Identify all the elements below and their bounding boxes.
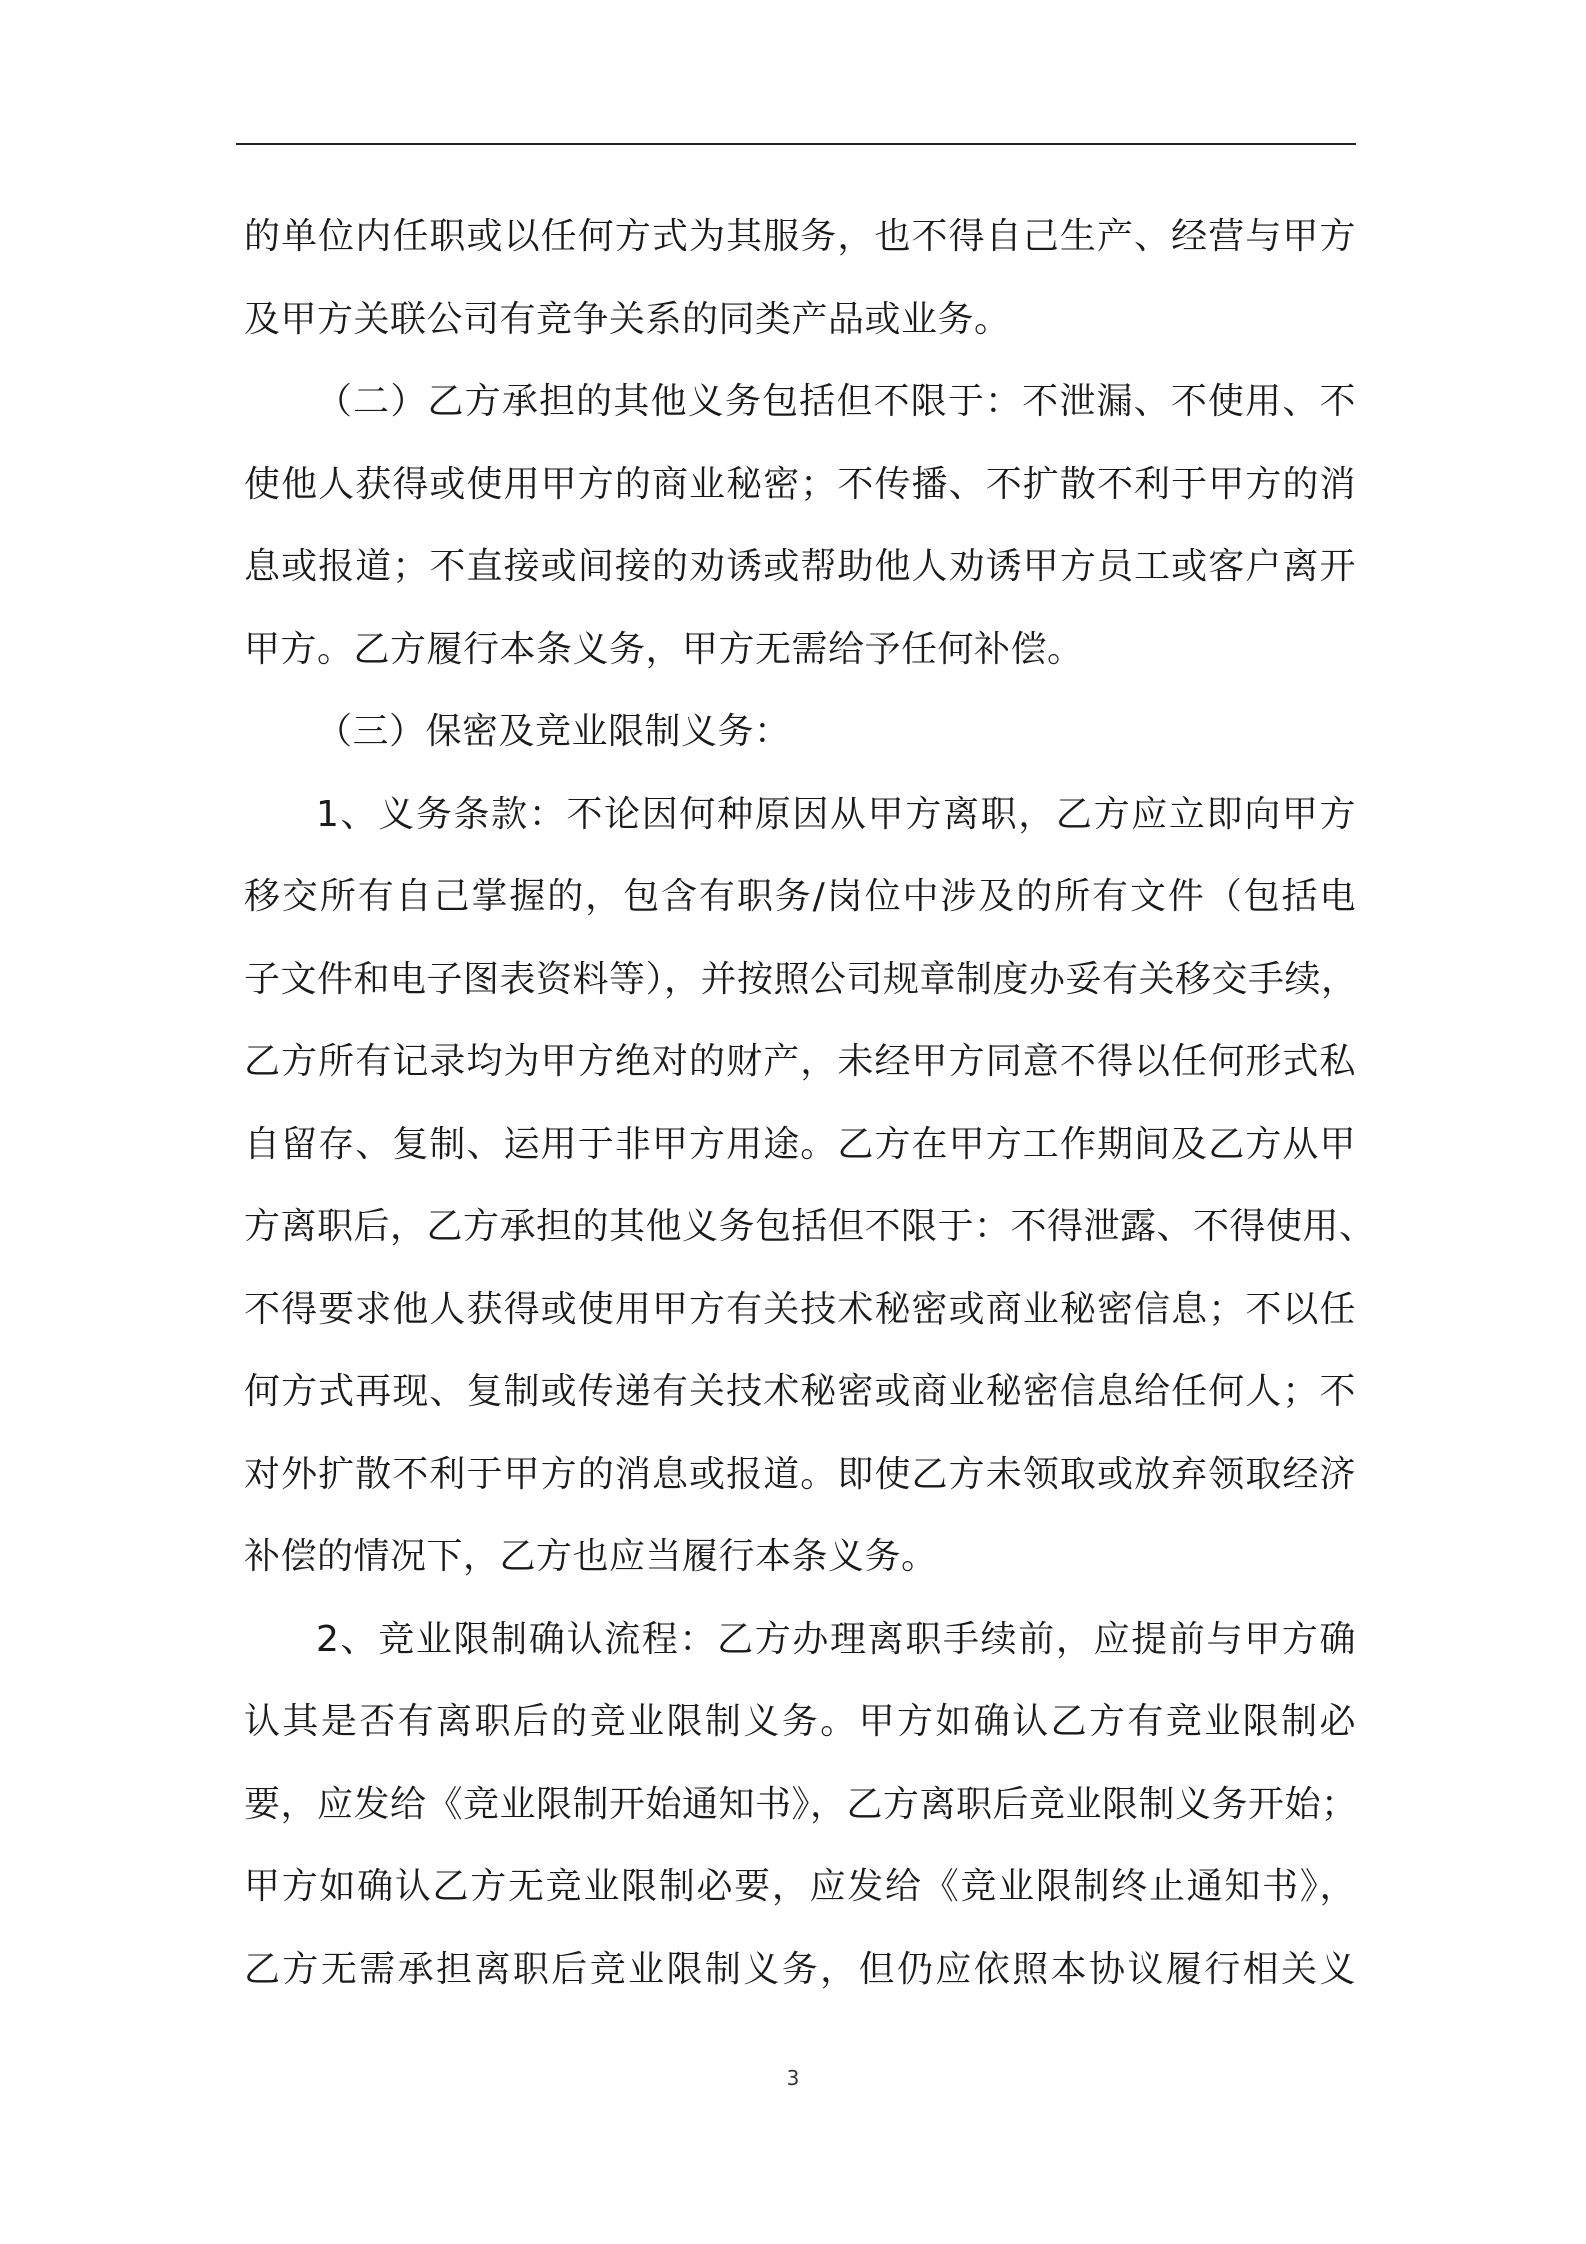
- text-line: 补偿的情况下，乙方也应当履行本条义务。: [244, 1536, 938, 1577]
- text-line: 甲方如确认乙方无竞业限制必要，应发给《竞业限制终止通知书》，: [244, 1866, 1356, 1907]
- text-line: 乙方所有记录均为甲方绝对的财产，未经甲方同意不得以任何形式私: [244, 1041, 1356, 1082]
- text-line: 的单位内任职或以任何方式为其服务，也不得自己生产、经营与甲方: [244, 216, 1356, 257]
- text-line: 对外扩散不利于甲方的消息或报道。即使乙方未领取或放弃领取经济: [244, 1453, 1356, 1495]
- text-line: 子文件和电子图表资料等），并按照公司规章制度办妥有关移交手续，: [244, 958, 1358, 1000]
- text-line: 2、竞业限制确认流程：乙方办理离职手续前，应提前与甲方确: [316, 1618, 1356, 1660]
- text-line: 甲方。乙方履行本条义务，甲方无需给予任何补偿。: [244, 628, 1084, 670]
- text-line: 不得要求他人获得或使用甲方有关技术秘密或商业秘密信息；不以任: [244, 1288, 1356, 1330]
- text-line: 乙方无需承担离职后竞业限制义务，但仍应依照本协议履行相关义: [244, 1948, 1356, 1990]
- text-line: 自留存、复制、运用于非甲方用途。乙方在甲方工作期间及乙方从甲: [244, 1123, 1356, 1165]
- text-line: （二）乙方承担的其他义务包括但不限于：不泄漏、不使用、不: [316, 381, 1356, 422]
- text-line: 移交所有自己掌握的，包含有职务/岗位中涉及的所有文件（包括电: [244, 876, 1356, 917]
- text-line: 息或报道；不直接或间接的劝诱或帮助他人劝诱甲方员工或客户离开: [244, 546, 1356, 587]
- text-line: 何方式再现、复制或传递有关技术秘密或商业秘密信息给任何人；不: [244, 1371, 1356, 1412]
- page-number: 3: [786, 2066, 800, 2090]
- header-rule: [236, 143, 1356, 145]
- text-line: 要，应发给《竞业限制开始通知书》，乙方离职后竞业限制义务开始；: [244, 1783, 1358, 1825]
- body-text: [244, 196, 1376, 2011]
- text-line: 1、义务条款：不论因何种原因从甲方离职，乙方应立即向甲方: [316, 793, 1356, 835]
- text-line: 使他人获得或使用甲方的商业秘密；不传播、不扩散不利于甲方的消: [244, 463, 1356, 505]
- text-line: 认其是否有离职后的竞业限制义务。甲方如确认乙方有竞业限制必: [244, 1701, 1356, 1742]
- text-line: 及甲方关联公司有竞争关系的同类产品或业务。: [244, 298, 1011, 340]
- section-heading: （三）保密及竞业限制义务：: [316, 711, 791, 752]
- text-line: 方离职后，乙方承担的其他义务包括但不限于：不得泄露、不得使用、: [244, 1206, 1376, 1247]
